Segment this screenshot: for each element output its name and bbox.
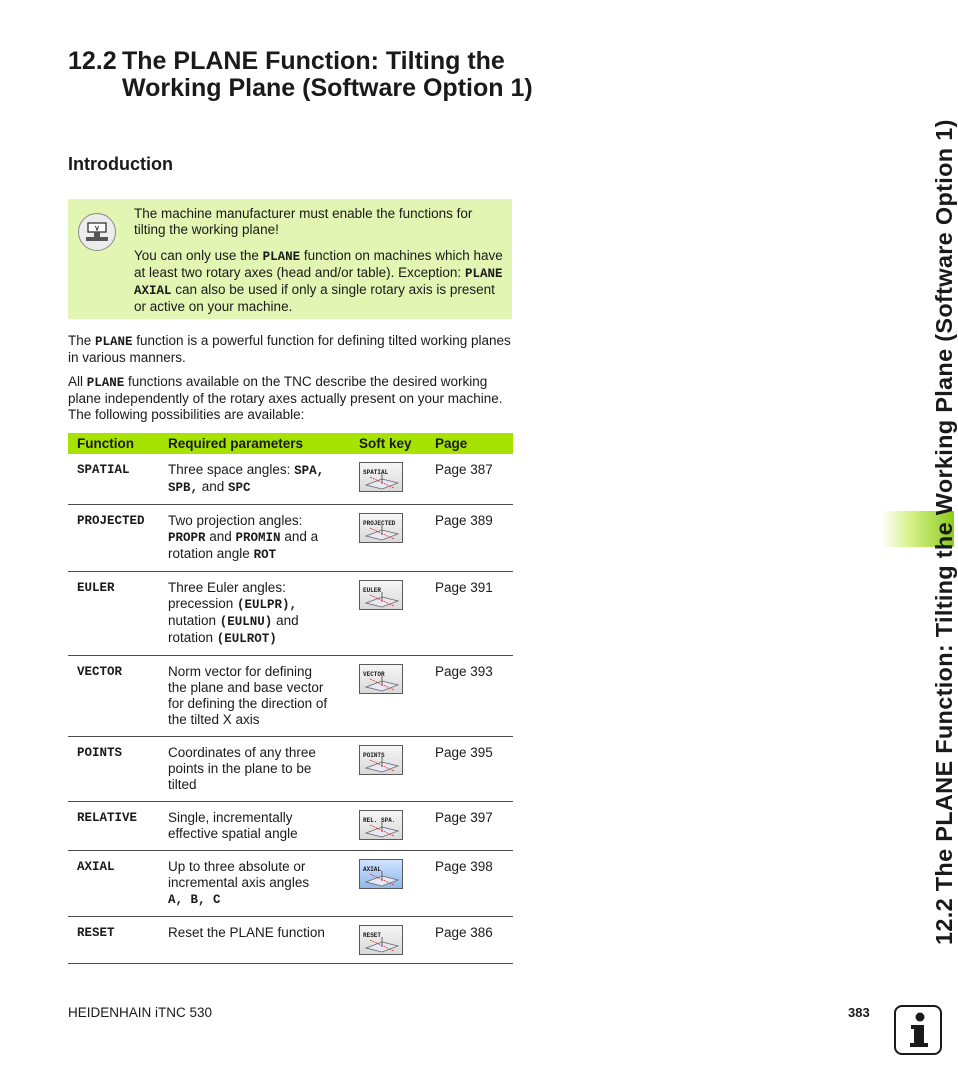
side-running-title: 12.2 The PLANE Function: Tilting the Working Plane (Software Option 1) — [931, 119, 957, 945]
note-text — [134, 206, 504, 325]
table-header-row — [68, 433, 513, 454]
soft-key-cell — [350, 851, 426, 917]
soft-key-reset[interactable] — [359, 925, 403, 955]
tilted-plane-icon — [364, 936, 400, 954]
soft-key-projected[interactable] — [359, 513, 403, 543]
function-name-cell: POINTS — [68, 737, 159, 802]
table-body — [68, 454, 513, 964]
plane-description-paragraph: The PLANE function is a powerful function for defining tilted working planes in various manners. — [68, 333, 511, 365]
soft-key-cell — [350, 917, 426, 964]
required-parameters-cell: Three space angles: SPA, SPB, and SPC — [159, 454, 350, 505]
soft-key-cell — [350, 656, 426, 737]
section-title — [68, 48, 538, 102]
tilted-plane-icon — [364, 821, 400, 839]
soft-key-label: PROJECTED — [363, 520, 396, 527]
table-row — [68, 802, 513, 851]
table-row — [68, 737, 513, 802]
page-reference-cell[interactable]: Page 386 — [426, 917, 513, 964]
soft-key-label: REL. SPA. — [363, 817, 396, 824]
note-paragraph-2: You can only use the PLANE function on machines which have at least two rotary axes (head and/or table). Exception: PLANE AXIAL can also be used if only a single rotary axis is present or active on your machine. — [134, 248, 503, 314]
page-reference-cell[interactable]: Page 391 — [426, 572, 513, 656]
tilted-plane-icon — [364, 591, 400, 609]
soft-key-label: EULER — [363, 587, 382, 594]
tilted-plane-icon — [364, 870, 400, 888]
required-parameters-cell: Two projection angles: PROPR and PROMIN and a rotation angle ROT — [159, 505, 350, 572]
required-parameters-cell: Up to three absolute or incremental axis angles A, B, C — [159, 851, 350, 917]
tilted-plane-icon — [364, 524, 400, 542]
soft-key-euler[interactable] — [359, 580, 403, 610]
function-name-cell: RELATIVE — [68, 802, 159, 851]
soft-key-relative[interactable] — [359, 810, 403, 840]
column-header-required-parameters: Required parameters — [159, 433, 350, 454]
function-name-cell: PROJECTED — [68, 505, 159, 572]
plane-possibilities-paragraph: All PLANE functions available on the TNC describe the desired working plane independently of the rotary axes actually present on your machine. The following possibilities are available: — [68, 374, 503, 422]
soft-key-label: AXIAL — [363, 866, 382, 873]
required-parameters-cell: Single, incrementally effective spatial angle — [159, 802, 350, 851]
table-row — [68, 656, 513, 737]
plane-functions-table — [68, 433, 513, 964]
soft-key-vector[interactable] — [359, 664, 403, 694]
soft-key-cell — [350, 505, 426, 572]
soft-key-label: VECTOR — [363, 671, 385, 678]
soft-key-cell — [350, 454, 426, 505]
soft-key-label: RESET — [363, 932, 382, 939]
introduction-heading: Introduction — [68, 154, 173, 174]
function-name-cell: EULER — [68, 572, 159, 656]
function-name-cell: SPATIAL — [68, 454, 159, 505]
required-parameters-cell: Reset the PLANE function — [159, 917, 350, 964]
soft-key-spatial[interactable] — [359, 462, 403, 492]
soft-key-label: POINTS — [363, 752, 385, 759]
page-reference-cell[interactable]: Page 389 — [426, 505, 513, 572]
table-row — [68, 505, 513, 572]
page-reference-cell[interactable]: Page 397 — [426, 802, 513, 851]
required-parameters-cell: Norm vector for defining the plane and base vector for defining the direction of the tilted X axis — [159, 656, 350, 737]
soft-key-cell — [350, 737, 426, 802]
tilted-plane-icon — [364, 756, 400, 774]
column-header-function: Function — [68, 433, 159, 454]
section-title-text: The PLANE Function: Tilting the Working Plane (Software Option 1) — [122, 47, 533, 102]
page-reference-cell[interactable]: Page 393 — [426, 656, 513, 737]
page-reference-cell[interactable]: Page 398 — [426, 851, 513, 917]
column-header-soft-key: Soft key — [350, 433, 426, 454]
table-row — [68, 917, 513, 964]
soft-key-cell — [350, 572, 426, 656]
tilted-plane-icon — [364, 675, 400, 693]
page-reference-cell[interactable]: Page 395 — [426, 737, 513, 802]
page-reference-cell[interactable]: Page 387 — [426, 454, 513, 505]
function-name-cell: VECTOR — [68, 656, 159, 737]
info-icon — [894, 1005, 942, 1055]
table-row — [68, 454, 513, 505]
soft-key-points[interactable] — [359, 745, 403, 775]
function-name-cell: RESET — [68, 917, 159, 964]
footer-page-number: 383 — [848, 1005, 870, 1020]
required-parameters-cell: Coordinates of any three points in the plane to be tilted — [159, 737, 350, 802]
footer-manual-name: HEIDENHAIN iTNC 530 — [68, 1005, 213, 1020]
manufacturer-note — [68, 199, 512, 319]
svg-text:V: V — [94, 226, 100, 233]
function-name-cell: AXIAL — [68, 851, 159, 917]
soft-key-axial[interactable] — [359, 859, 403, 889]
soft-key-label: SPATIAL — [363, 469, 389, 476]
note-paragraph-1: The machine manufacturer must enable the functions for tilting the working plane! — [134, 206, 473, 237]
tilted-plane-icon — [364, 473, 400, 491]
table-row — [68, 851, 513, 917]
soft-key-cell — [350, 802, 426, 851]
table-row — [68, 572, 513, 656]
section-number: 12.2 — [68, 47, 117, 75]
required-parameters-cell: Three Euler angles: precession (EULPR), nutation (EULNU) and rotation (EULROT) — [159, 572, 350, 656]
machine-manufacturer-icon — [78, 213, 116, 251]
column-header-page: Page — [426, 433, 513, 454]
